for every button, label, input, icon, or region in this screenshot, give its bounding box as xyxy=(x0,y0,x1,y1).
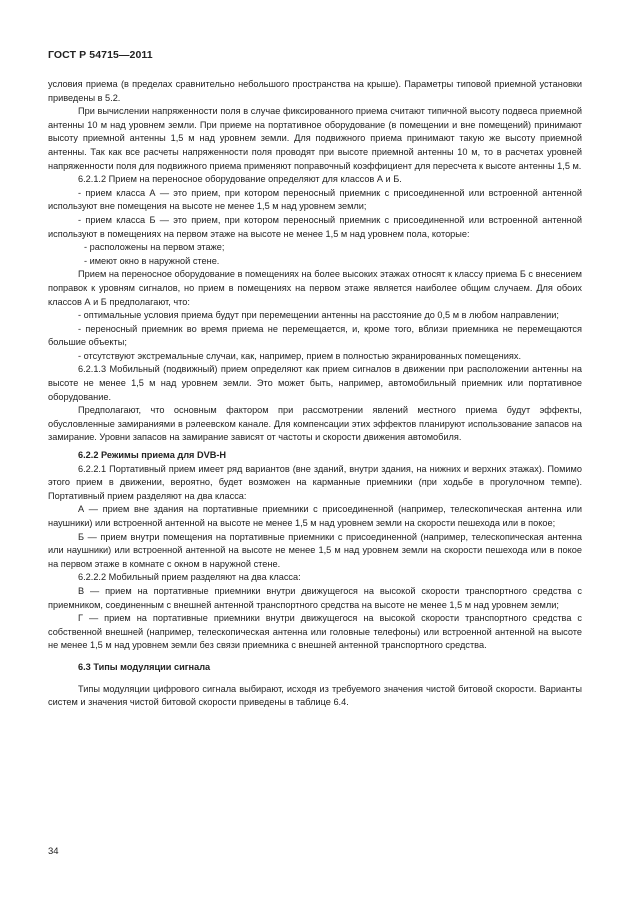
list-item: - переносный приемник во время приема не перемещается, и, кроме того, вблизи приемника не перемещаются большие объекты; xyxy=(48,323,582,348)
paragraph: При вычислении напряженности поля в случае фиксированного приема считают типичной высоту подвеса приемной антенны 10 м над уровнем земли. При приеме на портативное оборудование (в помещении и вне помещений) принимают высоту приемной антенны 1,5 м над уровнем земли. Для подвижного приема принимают такую же высоту приемной антенны. Так как все расчеты напряженности поля проводят при высоте приемной антенны 10 м, то в расчетах уровней напряженности поля для подвижного приема применяют поправочный коэффициент для пересчета к высоте антенны 1,5 м. xyxy=(48,106,582,171)
list-item: - оптимальные условия приема будут при перемещении антенны на расстояние до 0,5 м в любом направлении; xyxy=(78,310,559,321)
paragraph: Предполагают, что основным фактором при рассмотрении явлений местного приема будут эффекты, обусловленные замираниями в рэлеевском канале. Для компенсации этих эффектов планируют использование запасов на замирание. Уровни запасов на замирание зависят от частоты и скорости движения автомобиля. xyxy=(48,405,582,443)
paragraph: условия приема (в пределах сравнительно небольшого пространства на крыше). Параметры типовой приемной установки приведены в 5.2. xyxy=(48,79,582,103)
sub-list-item: - расположены на первом этаже; xyxy=(84,242,225,253)
class-g-paragraph: Г — прием на портативные приемники внутри движущегося на высокой скорости транспортного средства с собственной внешней (например, телескопическая антенна или головные телефоны) или встроенной антенной на высоте не менее 1,5 м над уровнем земли без связи приемника с внешней антенной транспортного средства. xyxy=(48,613,582,651)
section-6-2-1-2: 6.2.1.2 Прием на переносное оборудование определяют для классов А и Б. xyxy=(78,174,402,185)
list-item: - отсутствуют экстремальные случаи, как, например, прием в полностью экранированных помещениях. xyxy=(78,350,521,361)
sub-list-item: - имеют окно в наружной стене. xyxy=(84,255,220,266)
class-b-paragraph: Б — прием внутри помещения на портативные приемники с присоединенной (например, телескопическая антенна или наушники) или встроенной антенной на высоте не менее 1,5 м над уровнем земли на скорости пешехода или в покое на первом этаже в комнате с окном в наружной стене. xyxy=(48,531,582,569)
section-6-2-1-3: 6.2.1.3 Мобильный (подвижный) прием определяют как прием сигналов в движении при расположении антенны на высоте не менее 1,5 м над уровнем земли. Это может быть, например, автомобильный приемник или портативное оборудование. xyxy=(48,364,582,402)
section-6-2-2-2: 6.2.2.2 Мобильный прием разделяют на два класса: xyxy=(78,572,301,583)
paragraph: Типы модуляции цифрового сигнала выбирают, исходя из требуемого значения чистой битовой скорости. Варианты систем и значения чистой битовой скорости приведены в таблице 6.4. xyxy=(48,683,582,708)
document-header: ГОСТ Р 54715—2011 xyxy=(48,49,153,61)
class-v-paragraph: В — прием на портативные приемники внутри движущегося на высокой скорости транспортного средства с приемником, соединенным с внешней антенной транспортного средства на высоте не менее 1,5 м над уровнем земли; xyxy=(48,585,582,610)
document-body xyxy=(48,78,582,710)
section-6-2-2-1: 6.2.2.1 Портативный прием имеет ряд вариантов (вне зданий, внутри здания, на нижних и верхних этажах). Помимо этого прием в движении, вероятно, будет возможен на карманные приемники (при ходьбе в прогулочном темпе). Портативный прием разделяют на два класса: xyxy=(48,463,582,501)
page-number: 34 xyxy=(48,846,59,857)
section-heading-6-3: 6.3 Типы модуляции сигнала xyxy=(78,661,211,672)
class-a-paragraph: А — прием вне здания на портативные приемники с присоединенной (например, телескопическая антенна или наушники) или встроенной антенной на высоте не менее 1,5 м над уровнем земли на скорости пешехода или в покое; xyxy=(48,504,582,528)
section-heading-6-2-2: 6.2.2 Режимы приема для DVB-H xyxy=(78,450,227,461)
list-item: - прием класса Б — это прием, при котором переносный приемник с присоединенной или встроенной антенной используют в помещениях на первом этаже на высоте не менее 1,5 м над уровнем пола, которые: xyxy=(48,214,582,239)
paragraph: Прием на переносное оборудование в помещениях на более высоких этажах относят к классу приема Б с внесением поправок к уровням сигналов, но прием в помещениях на первом этаже является наиболее общим случаем. Для обоих классов А и Б предполагают, что: xyxy=(48,269,582,307)
list-item: - прием класса А — это прием, при котором переносный приемник с присоединенной или встроенной антенной используют вне помещения на высоте не менее 1,5 м над уровнем земли; xyxy=(48,187,582,212)
